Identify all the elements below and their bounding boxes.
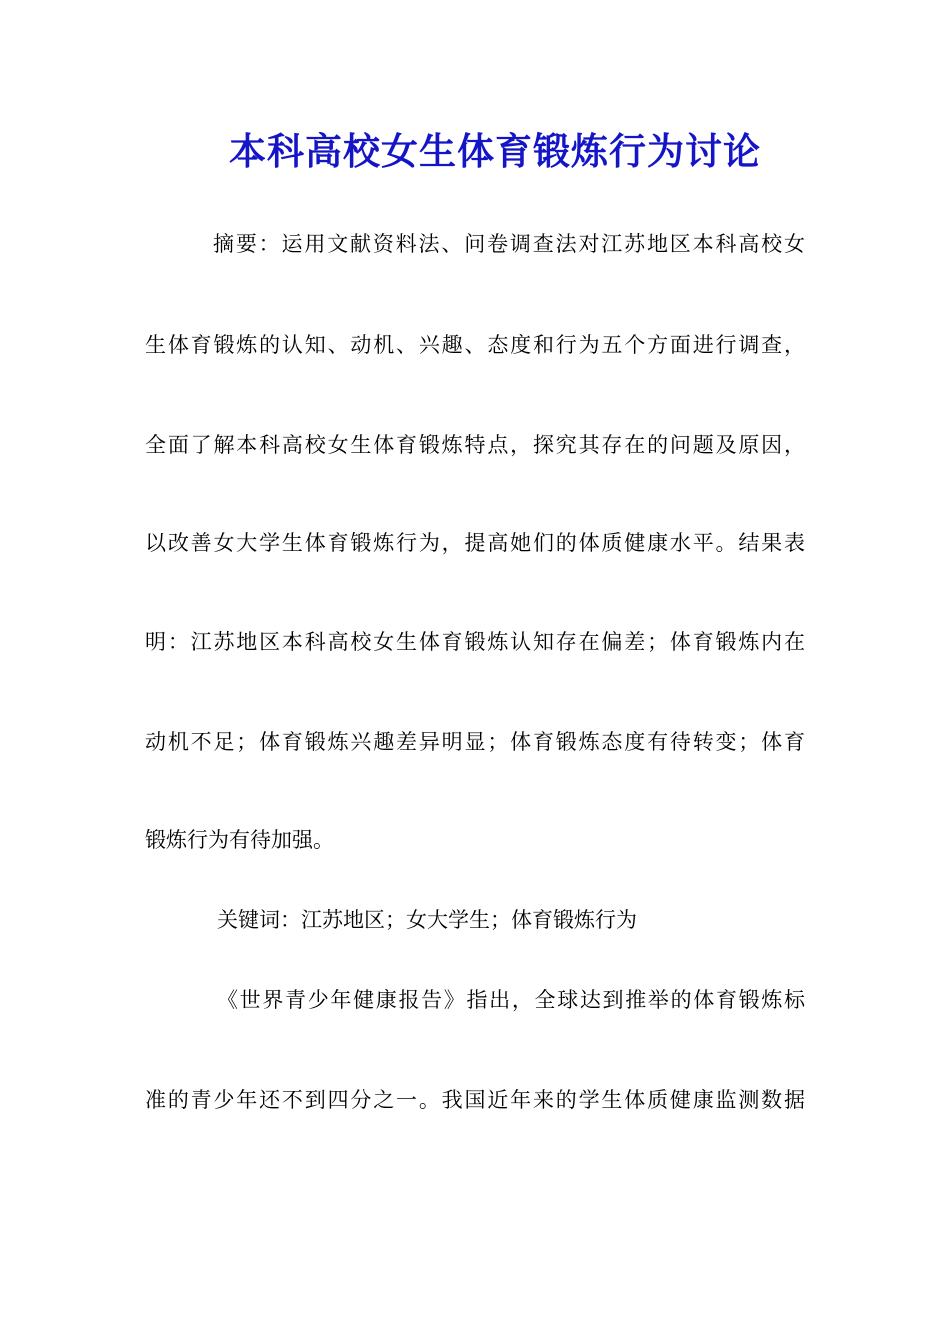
abstract-line-1: 摘要：运用文献资料法、问卷调查法对江苏地区本科高校女	[213, 232, 805, 256]
abstract-line-3: 全面了解本科高校女生体育锻炼特点，探究其存在的问题及原因，	[145, 433, 805, 457]
abstract-line-4: 以改善女大学生体育锻炼行为，提高她们的体质健康水平。结果表	[145, 531, 805, 555]
abstract-line-5: 明：江苏地区本科高校女生体育锻炼认知存在偏差；体育锻炼内在	[145, 630, 805, 654]
body-paragraph-line-1: 《世界青少年健康报告》指出，全球达到推举的体育锻炼标	[217, 988, 805, 1012]
body-paragraph-line-2: 准的青少年还不到四分之一。我国近年来的学生体质健康监测数据	[145, 1088, 805, 1112]
abstract-line-2: 生体育锻炼的认知、动机、兴趣、态度和行为五个方面进行调查，	[145, 333, 805, 357]
abstract-line-6: 动机不足；体育锻炼兴趣差异明显；体育锻炼态度有待转变；体育	[145, 730, 805, 754]
abstract-line-7: 锻炼行为有待加强。	[145, 828, 334, 852]
keywords-line: 关键词：江苏地区；女大学生；体育锻炼行为	[217, 908, 637, 932]
document-title: 本科高校女生体育锻炼行为讨论	[229, 129, 761, 173]
